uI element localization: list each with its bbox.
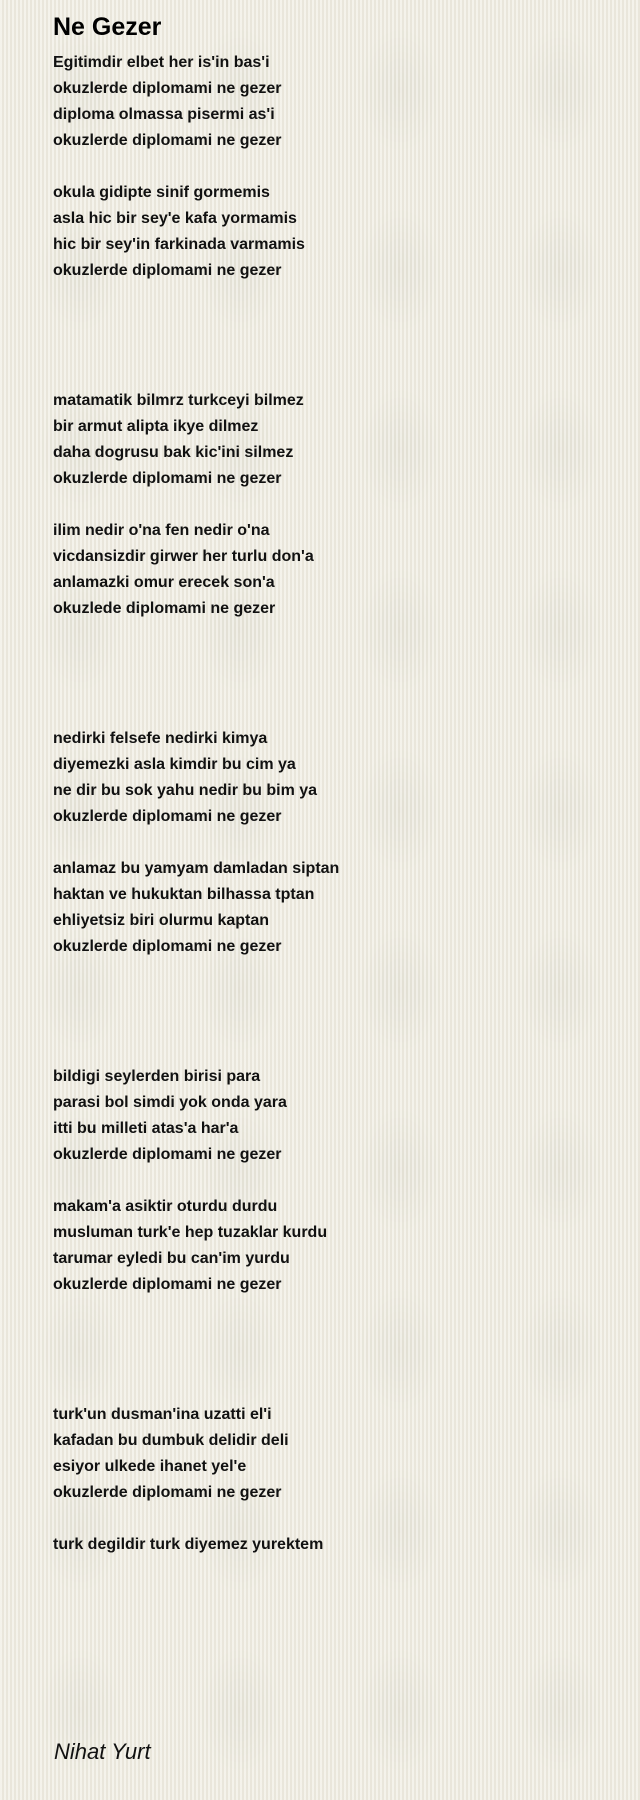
poem-line: hic bir sey'in farkinada varmamis: [53, 236, 305, 253]
poem-line: okuzlerde diplomami ne gezer: [53, 1276, 282, 1293]
poem-line: okuzlede diplomami ne gezer: [53, 600, 276, 617]
poem-line: anlamazki omur erecek son'a: [53, 574, 275, 591]
poem-line: okuzlerde diplomami ne gezer: [53, 1146, 282, 1163]
poem-line: daha dogrusu bak kic'ini silmez: [53, 444, 294, 461]
stanza-7: [53, 1064, 613, 1168]
poem-line: okuzlerde diplomami ne gezer: [53, 470, 282, 487]
poem-line: okuzlerde diplomami ne gezer: [53, 1484, 282, 1501]
poem-title: Ne Gezer: [53, 13, 162, 41]
stanza-9: [53, 1402, 613, 1506]
poem-line: okuzlerde diplomami ne gezer: [53, 808, 282, 825]
poem-line: kafadan bu dumbuk delidir deli: [53, 1432, 289, 1449]
poem-line: nedirki felsefe nedirki kimya: [53, 730, 268, 747]
poem-line: okuzlerde diplomami ne gezer: [53, 80, 282, 97]
poem-line: ilim nedir o'na fen nedir o'na: [53, 522, 270, 539]
poem-line: okula gidipte sinif gormemis: [53, 184, 270, 201]
stanza-4: [53, 518, 613, 622]
stanza-10: [53, 1532, 613, 1558]
poem-line: ehliyetsiz biri olurmu kaptan: [53, 912, 270, 929]
poem-line: okuzlerde diplomami ne gezer: [53, 132, 282, 149]
stanza-6: [53, 856, 613, 960]
poem-line: Egitimdir elbet her is'in bas'i: [53, 54, 270, 71]
stanza-2: [53, 180, 613, 284]
poem-container: [53, 10, 613, 1558]
stanza-5: [53, 726, 613, 830]
poem-author: Nihat Yurt: [54, 1739, 151, 1764]
poem-line: ne dir bu sok yahu nedir bu bim ya: [53, 782, 318, 799]
poem-line: makam'a asiktir oturdu durdu: [53, 1198, 278, 1215]
poem-line: vicdansizdir girwer her turlu don'a: [53, 548, 314, 565]
poem-line: bildigi seylerden birisi para: [53, 1068, 261, 1085]
poem-line: bir armut alipta ikye dilmez: [53, 418, 259, 435]
stanza-8: [53, 1194, 613, 1298]
poem-line: esiyor ulkede ihanet yel'e: [53, 1458, 247, 1475]
poem-line: musluman turk'e hep tuzaklar kurdu: [53, 1224, 328, 1241]
poem-line: turk'un dusman'ina uzatti el'i: [53, 1406, 272, 1423]
poem-line: tarumar eyledi bu can'im yurdu: [53, 1250, 290, 1267]
poem-line: turk degildir turk diyemez yurektem: [53, 1536, 324, 1553]
poem-line: asla hic bir sey'e kafa yormamis: [53, 210, 297, 227]
poem-line: matamatik bilmrz turkceyi bilmez: [53, 392, 304, 409]
poem-line: anlamaz bu yamyam damladan siptan: [53, 860, 340, 877]
poem-line: diyemezki asla kimdir bu cim ya: [53, 756, 296, 773]
poem-line: parasi bol simdi yok onda yara: [53, 1094, 287, 1111]
stanza-3: [53, 388, 613, 492]
poem-line: haktan ve hukuktan bilhassa tptan: [53, 886, 315, 903]
stanza-1: [53, 50, 613, 154]
poem-line: diploma olmassa pisermi as'i: [53, 106, 275, 123]
poem-line: itti bu milleti atas'a har'a: [53, 1120, 239, 1137]
poem-line: okuzlerde diplomami ne gezer: [53, 938, 282, 955]
poem-line: okuzlerde diplomami ne gezer: [53, 262, 282, 279]
